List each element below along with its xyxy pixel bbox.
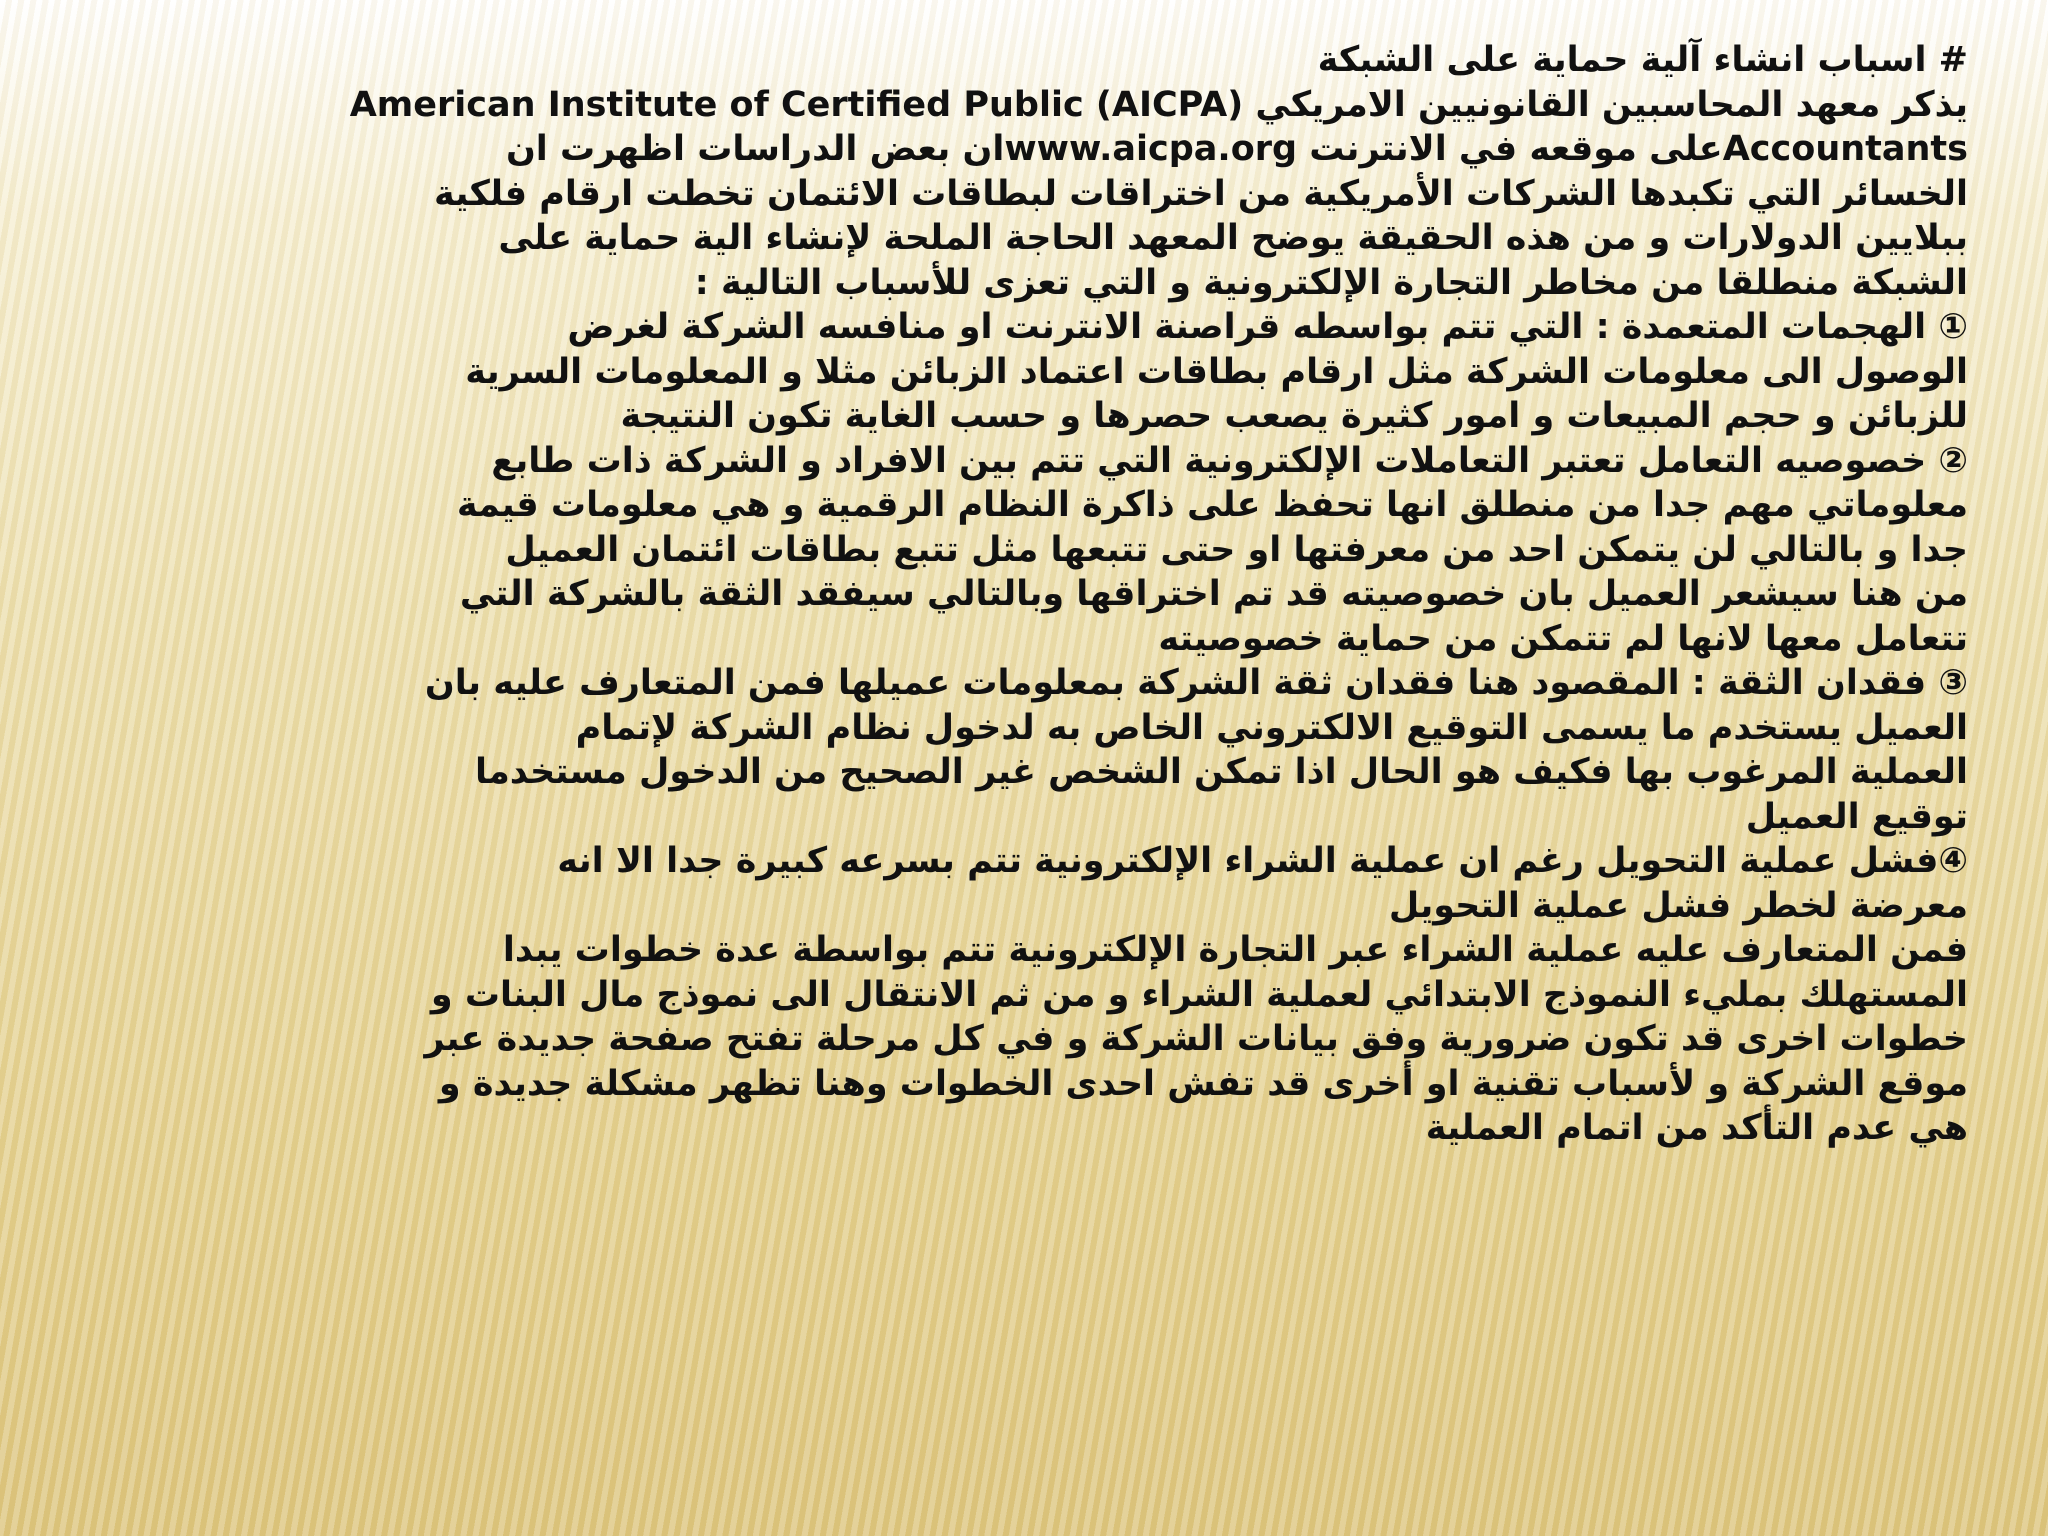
text-line: معلوماتي مهم جدا من منطلق انها تحفظ على ذاكرة النظام الرقمية و هي معلومات قيمة xyxy=(456,485,1968,525)
list-item-2: ② خصوصيه التعامل تعتبر التعاملات الإلكترونية التي تتم بين الافراد و الشركة ذات طابع xyxy=(491,440,1968,481)
text-line: للزبائن و حجم المبيعات و امور كثيرة يصعب حصرها و حسب الغاية تكون النتيجة xyxy=(620,396,1968,436)
text-line: العميل يستخدم ما يسمى التوقيع الالكتروني الخاص به لدخول نظام الشركة لإتمام xyxy=(575,707,1968,748)
text-line: جدا و بالتالي لن يتمكن احد من معرفتها او حتى تتبعها مثل تتبع بطاقات ائتمان العميل xyxy=(505,529,1968,570)
slide-text-body xyxy=(70,38,1968,1151)
text-line: خطوات اخرى قد تكون ضرورية وفق بيانات الشركة و في كل مرحلة تفتح صفحة جديدة عبر xyxy=(424,1019,1968,1059)
text-line: هي عدم التأكد من اتمام العملية xyxy=(1425,1108,1968,1148)
text-line: معرضة لخطر فشل عملية التحويل xyxy=(1388,885,1968,926)
text-line: الوصول الى معلومات الشركة مثل ارقام بطاقات اعتماد الزبائن مثلا و المعلومات السرية xyxy=(465,351,1968,392)
text-line: ببلايين الدولارات و من هذه الحقيقة يوضح المعهد الحاجة الملحة لإنشاء الية حماية على xyxy=(498,218,1968,258)
text-line: يذكر معهد المحاسبين القانونيين الامريكي (American Institute of Certified Public (AICPA xyxy=(349,84,1968,125)
text-line: تتعامل معها لانها لم تتمكن من حماية خصوصيته xyxy=(1158,618,1968,659)
list-item-4: ④فشل عملية التحويل رغم ان عملية الشراء الإلكترونية تتم بسرعه كبيرة جدا الا انه xyxy=(557,841,1968,881)
list-item-1: ① الهجمات المتعمدة : التي تتم بواسطه قراصنة الانترنت او منافسه الشركة لغرض xyxy=(567,307,1968,347)
text-line: Accountantsعلى موقعه في الانترنت www.aicpa.orgان بعض الدراسات اظهرت ان xyxy=(505,129,1968,169)
list-item-3: ③ فقدان الثقة : المقصود هنا فقدان ثقة الشركة بمعلومات عميلها فمن المتعارف عليه بان xyxy=(424,663,1968,703)
text-line: الشبكة منطلقا من مخاطر التجارة الإلكترونية و التي تعزى للأسباب التالية : xyxy=(694,262,1968,303)
text-line: العملية المرغوب بها فكيف هو الحال اذا تمكن الشخص غير الصحيح من الدخول مستخدما xyxy=(474,752,1968,792)
text-line: موقع الشركة و لأسباب تقنية او أخرى قد تفش احدى الخطوات وهنا تظهر مشكلة جديدة و xyxy=(438,1063,1968,1104)
text-line: توقيع العميل xyxy=(1745,796,1968,837)
text-line: فمن المتعارف عليه عملية الشراء عبر التجارة الإلكترونية تتم بواسطة عدة خطوات يبدا xyxy=(502,930,1968,970)
text-line: الخسائر التي تكبدها الشركات الأمريكية من اختراقات لبطاقات الائتمان تخطت ارقام فلكية xyxy=(433,173,1968,214)
text-line: المستهلك بمليء النموذج الابتدائي لعملية الشراء و من ثم الانتقال الى نموذج مال البنات و xyxy=(430,974,1968,1015)
text-line: من هنا سيشعر العميل بان خصوصيته قد تم اختراقها وبالتالي سيفقد الثقة بالشركة التي xyxy=(459,574,1968,614)
slide-heading: # اسباب انشاء آلية حماية على الشبكة xyxy=(1317,40,1968,80)
